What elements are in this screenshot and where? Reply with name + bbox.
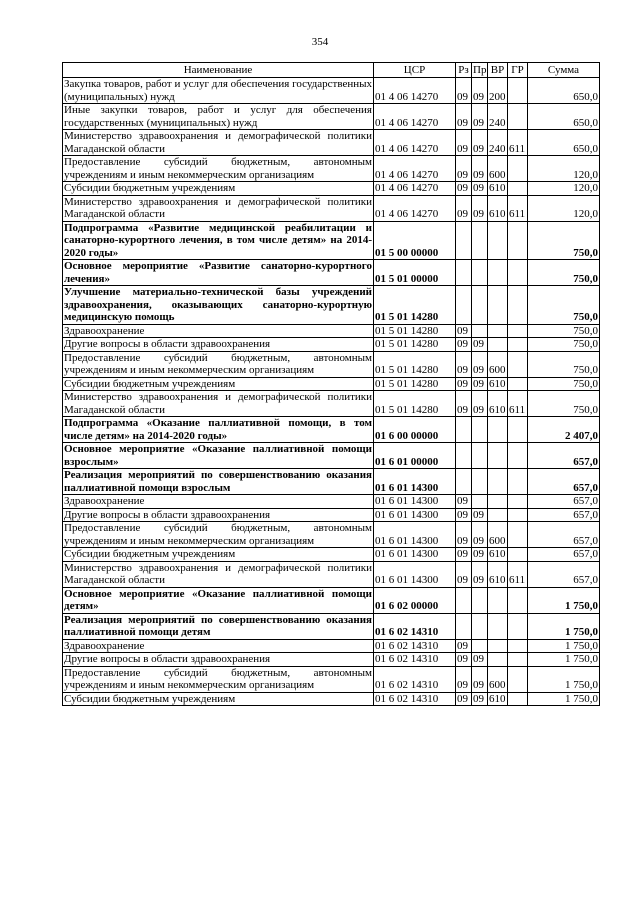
cell-name: Здравоохранение — [63, 639, 374, 653]
cell-gr — [508, 286, 528, 325]
cell-pr — [472, 469, 488, 495]
cell-gr — [508, 443, 528, 469]
table-body — [63, 78, 600, 706]
cell-csr: 01 6 01 14300 — [374, 548, 456, 562]
table-row — [63, 324, 600, 338]
cell-name: Субсидии бюджетным учреждениям — [63, 182, 374, 196]
cell-sum: 1 750,0 — [528, 639, 600, 653]
table-row — [63, 195, 600, 221]
cell-name: Закупка товаров, работ и услуг для обеспечения государственных (муниципальных) нужд — [64, 78, 373, 103]
cell-csr: 01 4 06 14270 — [374, 78, 456, 104]
table-row — [63, 639, 600, 653]
cell-vr: 600 — [488, 156, 508, 182]
table-row — [63, 104, 600, 130]
cell-rz: 09 — [456, 351, 472, 377]
cell-sum: 750,0 — [528, 286, 600, 325]
cell-gr: 611 — [508, 130, 528, 156]
cell-csr: 01 6 01 14300 — [374, 495, 456, 509]
table-row — [63, 156, 600, 182]
cell-sum: 2 407,0 — [528, 417, 600, 443]
cell-name: Предоставление субсидий бюджетным, автономным учреждениям и иным некоммерческим организациям — [64, 522, 372, 547]
cell-vr: 600 — [488, 522, 508, 548]
cell-sum: 657,0 — [528, 443, 600, 469]
cell-gr — [508, 666, 528, 692]
cell-name: Другие вопросы в области здравоохранения — [63, 338, 374, 352]
cell-gr — [508, 587, 528, 613]
cell-sum: 120,0 — [528, 195, 600, 221]
table-row — [63, 260, 600, 286]
cell-csr: 01 5 01 14280 — [374, 286, 456, 325]
cell-name: Предоставление субсидий бюджетным, автономным учреждениям и иным некоммерческим организациям — [64, 351, 372, 376]
cell-pr: 09 — [472, 692, 488, 706]
cell-pr: 09 — [472, 377, 488, 391]
cell-sum: 750,0 — [528, 391, 600, 417]
cell-pr: 09 — [472, 78, 488, 104]
cell-sum: 1 750,0 — [528, 587, 600, 613]
cell-rz: 09 — [456, 338, 472, 352]
cell-csr: 01 4 06 14270 — [374, 182, 456, 196]
cell-gr — [508, 156, 528, 182]
budget-table — [62, 62, 600, 706]
cell-rz: 09 — [456, 548, 472, 562]
table-row — [63, 351, 600, 377]
cell-name: Реализация мероприятий по совершенствованию оказания паллиативной помощи детям — [64, 613, 372, 638]
cell-csr: 01 4 06 14270 — [374, 104, 456, 130]
cell-sum: 657,0 — [528, 495, 600, 509]
cell-sum: 657,0 — [528, 508, 600, 522]
cell-pr — [472, 260, 488, 286]
cell-csr: 01 6 02 14310 — [374, 653, 456, 667]
cell-name: Здравоохранение — [63, 324, 374, 338]
cell-rz — [456, 587, 472, 613]
header-gr: ГР — [508, 63, 528, 78]
cell-gr — [508, 548, 528, 562]
cell-name: Министерство здравоохранения и демографической политики Магаданской области — [64, 391, 372, 416]
cell-pr — [472, 286, 488, 325]
cell-pr: 09 — [472, 338, 488, 352]
cell-name: Предоставление субсидий бюджетным, автономным учреждениям и иным некоммерческим организациям — [64, 666, 372, 691]
cell-sum: 650,0 — [528, 78, 600, 104]
table-row — [63, 495, 600, 509]
cell-csr: 01 6 02 00000 — [374, 587, 456, 613]
cell-name: Министерство здравоохранения и демографической политики Магаданской области — [64, 195, 372, 220]
cell-vr — [488, 653, 508, 667]
cell-pr: 09 — [472, 653, 488, 667]
cell-vr: 610 — [489, 692, 506, 705]
cell-pr: 09 — [472, 391, 488, 417]
cell-rz — [456, 286, 472, 325]
cell-name: Подпрограмма «Оказание паллиативной помощи, в том числе детям» на 2014-2020 годы» — [64, 417, 372, 442]
cell-name: Субсидии бюджетным учреждениям — [63, 548, 374, 562]
cell-sum: 657,0 — [528, 469, 600, 495]
table-header-row — [63, 63, 600, 78]
table-row — [63, 666, 600, 692]
cell-csr: 01 6 01 14300 — [374, 522, 456, 548]
header-sum: Сумма — [528, 63, 600, 78]
cell-sum: 1 750,0 — [528, 613, 600, 639]
cell-pr — [472, 495, 488, 509]
cell-vr: 240 — [488, 130, 508, 156]
cell-sum: 750,0 — [528, 377, 600, 391]
cell-sum: 657,0 — [528, 548, 600, 562]
cell-pr: 09 — [472, 351, 488, 377]
cell-csr: 01 5 01 14280 — [374, 377, 456, 391]
cell-pr: 09 — [472, 130, 488, 156]
cell-rz — [456, 613, 472, 639]
cell-vr: 610 — [489, 377, 506, 390]
cell-sum: 657,0 — [528, 522, 600, 548]
cell-csr: 01 6 00 00000 — [374, 417, 456, 443]
cell-pr — [472, 417, 488, 443]
header-vr: ВР — [488, 63, 508, 78]
cell-gr — [508, 508, 528, 522]
cell-rz: 09 — [456, 324, 472, 338]
cell-vr: 610 — [488, 391, 508, 417]
cell-pr — [472, 324, 488, 338]
header-rz: Рз — [456, 63, 472, 78]
table-row — [63, 417, 600, 443]
cell-rz — [456, 260, 472, 286]
table-row — [63, 221, 600, 260]
cell-vr — [488, 443, 508, 469]
table-row — [63, 182, 600, 196]
cell-gr — [508, 351, 528, 377]
cell-gr — [508, 613, 528, 639]
cell-rz: 09 — [456, 692, 472, 706]
cell-csr: 01 5 01 00000 — [374, 260, 456, 286]
cell-csr: 01 5 01 14280 — [374, 351, 456, 377]
cell-vr — [488, 587, 508, 613]
table-row — [63, 561, 600, 587]
cell-rz — [456, 221, 472, 260]
cell-csr: 01 6 02 14310 — [374, 613, 456, 639]
cell-csr: 01 6 01 14300 — [374, 469, 456, 495]
cell-vr: 240 — [488, 104, 508, 130]
cell-vr: 610 — [488, 561, 508, 587]
cell-name: Улучшение материально-технической базы учреждений здравоохранения, оказывающих санаторно-курортную медицинскую помощь — [64, 286, 372, 323]
table-row — [63, 377, 600, 391]
cell-gr — [508, 182, 528, 196]
cell-rz: 09 — [456, 561, 472, 587]
cell-pr: 09 — [472, 156, 488, 182]
cell-pr: 09 — [472, 666, 488, 692]
cell-csr: 01 6 02 14310 — [374, 666, 456, 692]
cell-vr — [488, 286, 508, 325]
table-row — [63, 653, 600, 667]
cell-name: Министерство здравоохранения и демографической политики Магаданской области — [64, 130, 372, 155]
header-pr: Пр — [473, 63, 487, 76]
cell-gr — [508, 324, 528, 338]
cell-csr: 01 6 02 14310 — [374, 692, 456, 706]
cell-rz: 09 — [456, 391, 472, 417]
cell-sum: 750,0 — [528, 221, 600, 260]
cell-vr: 610 — [489, 548, 506, 560]
table-row — [63, 469, 600, 495]
cell-rz: 09 — [456, 104, 472, 130]
cell-vr: 610 — [488, 195, 508, 221]
table-row — [63, 613, 600, 639]
table-row — [63, 286, 600, 325]
cell-csr: 01 6 01 14300 — [374, 561, 456, 587]
cell-gr: 611 — [508, 391, 528, 417]
cell-pr — [472, 613, 488, 639]
cell-name: Субсидии бюджетным учреждениям — [63, 377, 374, 391]
cell-vr: 200 — [488, 78, 508, 104]
cell-name: Иные закупки товаров, работ и услуг для обеспечения государственных (муниципальных) нужд — [64, 104, 372, 129]
cell-vr — [488, 417, 508, 443]
cell-vr — [488, 221, 508, 260]
cell-csr: 01 6 01 14300 — [374, 508, 456, 522]
cell-csr: 01 6 02 14310 — [374, 639, 456, 653]
cell-vr — [488, 260, 508, 286]
cell-rz: 09 — [456, 495, 472, 509]
cell-pr — [472, 639, 488, 653]
table-row — [63, 391, 600, 417]
cell-pr — [472, 587, 488, 613]
cell-rz: 09 — [456, 377, 472, 391]
cell-rz: 09 — [456, 666, 472, 692]
cell-pr: 09 — [472, 548, 488, 562]
cell-rz: 09 — [456, 522, 472, 548]
cell-sum: 657,0 — [528, 561, 600, 587]
table-row — [63, 522, 600, 548]
table-row — [63, 508, 600, 522]
cell-pr — [472, 443, 488, 469]
cell-vr: 600 — [488, 666, 508, 692]
cell-name: Другие вопросы в области здравоохранения — [63, 508, 374, 522]
cell-sum: 750,0 — [528, 351, 600, 377]
cell-sum: 650,0 — [528, 104, 600, 130]
table-row — [63, 78, 600, 104]
cell-rz: 09 — [456, 639, 472, 653]
cell-rz: 09 — [456, 130, 472, 156]
cell-gr — [508, 417, 528, 443]
cell-pr: 09 — [472, 195, 488, 221]
cell-gr — [508, 653, 528, 667]
cell-rz: 09 — [456, 182, 472, 196]
cell-sum: 1 750,0 — [528, 666, 600, 692]
table-row — [63, 443, 600, 469]
cell-sum: 650,0 — [528, 130, 600, 156]
header-name: Наименование — [63, 63, 374, 78]
cell-csr: 01 4 06 14270 — [374, 156, 456, 182]
table-row — [63, 692, 600, 706]
cell-gr: 611 — [508, 561, 528, 587]
cell-gr — [508, 495, 528, 509]
cell-rz: 09 — [456, 78, 472, 104]
cell-vr: 610 — [489, 182, 506, 194]
cell-csr: 01 6 01 00000 — [374, 443, 456, 469]
cell-pr: 09 — [472, 182, 488, 196]
cell-name: Субсидии бюджетным учреждениям — [63, 692, 374, 706]
cell-gr — [508, 104, 528, 130]
cell-vr — [488, 324, 508, 338]
cell-gr — [508, 338, 528, 352]
cell-pr: 09 — [472, 104, 488, 130]
cell-sum: 1 750,0 — [528, 653, 600, 667]
cell-pr: 09 — [472, 508, 488, 522]
cell-csr: 01 5 01 14280 — [374, 391, 456, 417]
cell-rz: 09 — [456, 508, 472, 522]
cell-csr: 01 5 00 00000 — [374, 221, 456, 260]
cell-rz: 09 — [456, 195, 472, 221]
cell-gr — [508, 377, 528, 391]
cell-gr — [508, 692, 528, 706]
table-row — [63, 548, 600, 562]
cell-pr: 09 — [472, 561, 488, 587]
cell-sum: 750,0 — [528, 324, 600, 338]
cell-vr — [488, 469, 508, 495]
cell-name: Предоставление субсидий бюджетным, автономным учреждениям и иным некоммерческим организациям — [64, 156, 372, 181]
page-number: 354 — [311, 36, 329, 48]
cell-csr: 01 5 01 14280 — [374, 324, 456, 338]
cell-name: Другие вопросы в области здравоохранения — [63, 653, 374, 667]
cell-sum: 750,0 — [528, 260, 600, 286]
cell-name: Основное мероприятие «Развитие санаторно-курортного лечения» — [64, 260, 372, 285]
cell-vr — [488, 495, 508, 509]
cell-sum: 750,0 — [528, 338, 600, 352]
cell-gr — [508, 522, 528, 548]
cell-pr — [472, 221, 488, 260]
cell-rz — [456, 469, 472, 495]
cell-gr — [508, 639, 528, 653]
cell-sum: 120,0 — [528, 156, 600, 182]
cell-pr: 09 — [472, 522, 488, 548]
cell-rz — [456, 443, 472, 469]
cell-name: Основное мероприятие «Оказание паллиативной помощи взрослым» — [64, 443, 372, 468]
cell-vr: 600 — [488, 351, 508, 377]
cell-vr — [488, 613, 508, 639]
cell-gr — [508, 469, 528, 495]
table-row — [63, 338, 600, 352]
cell-csr: 01 5 01 14280 — [374, 338, 456, 352]
cell-sum: 120,0 — [528, 182, 600, 196]
cell-name: Подпрограмма «Развитие медицинской реабилитации и санаторно-курортного лечения, в том числе детям» на 2014-2020 годы» — [64, 221, 372, 259]
cell-rz: 09 — [456, 653, 472, 667]
cell-name: Реализация мероприятий по совершенствованию оказания паллиативной помощи взрослым — [64, 469, 372, 494]
cell-gr: 611 — [508, 195, 528, 221]
cell-name: Министерство здравоохранения и демографической политики Магаданской области — [64, 561, 372, 586]
cell-name: Здравоохранение — [63, 495, 374, 509]
cell-vr — [488, 508, 508, 522]
cell-csr: 01 4 06 14270 — [374, 130, 456, 156]
cell-vr — [488, 639, 508, 653]
cell-gr — [508, 221, 528, 260]
cell-name: Основное мероприятие «Оказание паллиативной помощи детям» — [64, 587, 372, 612]
cell-rz: 09 — [456, 156, 472, 182]
header-csr: ЦСР — [374, 63, 456, 78]
cell-rz — [456, 417, 472, 443]
cell-gr — [508, 260, 528, 286]
cell-vr — [488, 338, 508, 352]
cell-sum: 1 750,0 — [528, 692, 600, 706]
cell-csr: 01 4 06 14270 — [374, 195, 456, 221]
cell-gr — [508, 78, 528, 104]
table-row — [63, 130, 600, 156]
table-row — [63, 587, 600, 613]
